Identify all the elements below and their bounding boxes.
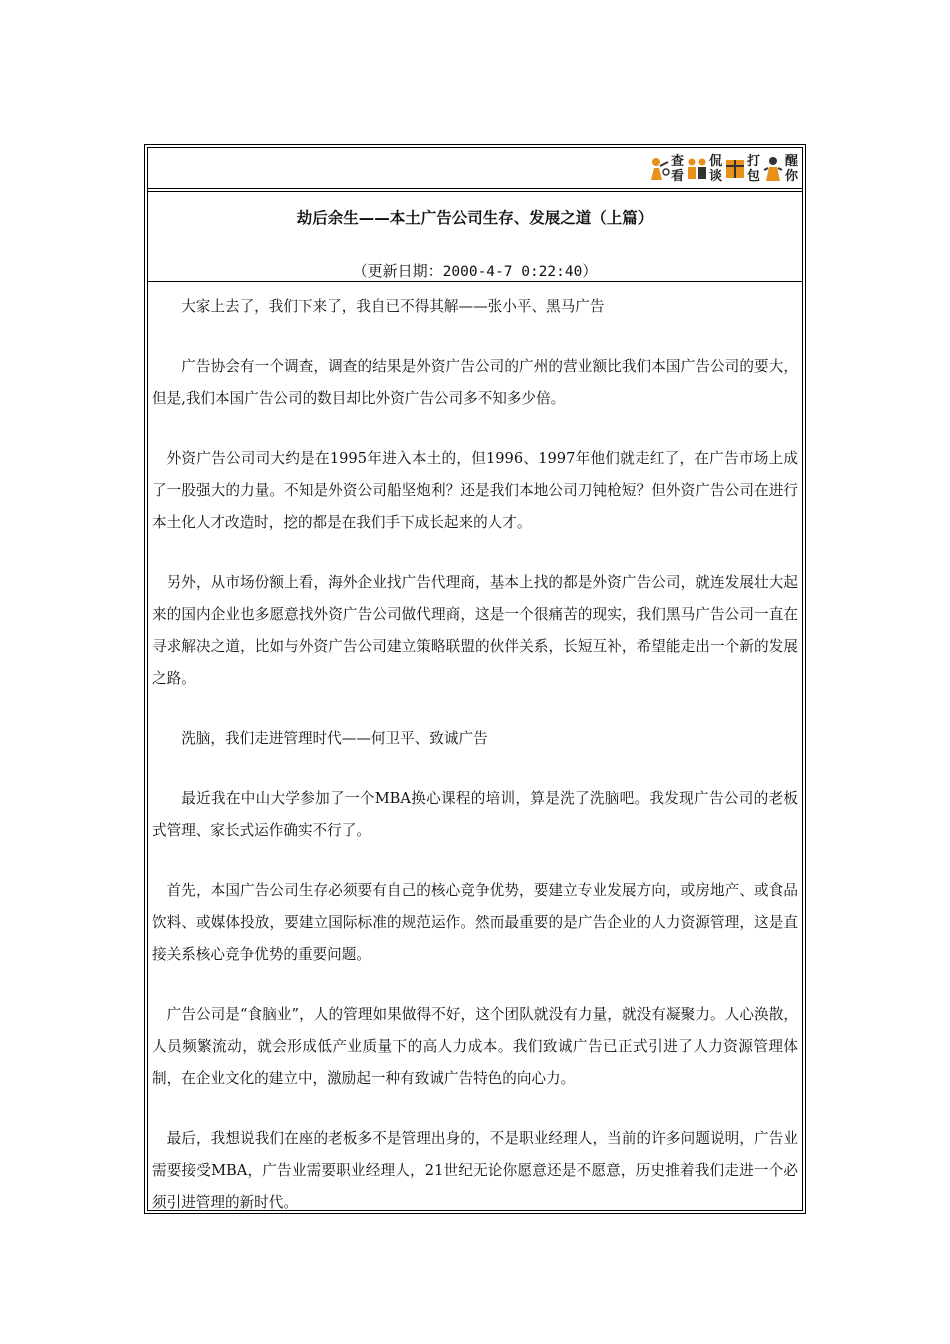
- article-inner-frame: [147, 147, 803, 1211]
- toolbar: [648, 151, 798, 187]
- pack-label-2: 包: [746, 169, 760, 184]
- chat-people-icon: [686, 154, 708, 184]
- remind-button[interactable]: [762, 154, 798, 184]
- heading-paragraph-1: 大家上去了，我们下来了，我自已不得其解——张小平、黑马广告: [181, 298, 605, 315]
- chat-label-2: 谈: [708, 169, 722, 184]
- view-label-1: 查: [670, 154, 684, 169]
- article-frame: [144, 144, 806, 1214]
- update-date: [148, 260, 802, 281]
- date-suffix: ）: [582, 262, 598, 280]
- chat-label-1: 侃: [708, 154, 722, 169]
- package-icon: [724, 154, 746, 184]
- article-body: [152, 291, 798, 1219]
- date-prefix: （更新日期：: [352, 262, 443, 280]
- view-button[interactable]: [648, 154, 684, 184]
- search-person-icon: [648, 154, 670, 184]
- paragraph: 广告公司是“食脑业”，人的管理如果做得不好，这个团队就没有力量，就没有凝聚力。人心涣散，人员频繁流动，就会形成低产业质量下的高人力成本。我们致诚广告已正式引进了人力资源管理体制，在企业文化的建立中，激励起一种有致诚广告特色的向心力。: [152, 1006, 798, 1087]
- view-label-2: 看: [670, 169, 684, 184]
- paragraph: 最近我在中山大学参加了一个MBA换心课程的培训，算是洗了洗脑吧。我发现广告公司的老板式管理、家长式运作确实不行了。: [152, 790, 798, 839]
- chat-button[interactable]: [686, 154, 722, 184]
- paragraph: 另外，从市场份额上看，海外企业找广告代理商，基本上找的都是外资广告公司，就连发展壮大起来的国内企业也多愿意找外资广告公司做代理商，这是一个很痛苦的现实，我们黑马广告公司一直在寻求解决之道，比如与外资广告公司建立策略联盟的伙伴关系，长短互补，希望能走出一个新的发展之路。: [152, 574, 798, 687]
- paragraph: 外资广告公司司大约是在1995年进入本土的，但1996、1997年他们就走红了，在广告市场上成了一股强大的力量。不知是外资公司船坚炮利？还是我们本地公司刀钝枪短？但外资广告公司在进行本土化人才改造时，挖的都是在我们手下成长起来的人才。: [152, 450, 798, 531]
- remind-label-2: 你: [784, 169, 798, 184]
- date-value: 2000-4-7 0:22:40: [442, 264, 583, 280]
- divider-top-double: [148, 191, 802, 192]
- paragraph: 最后，我想说我们在座的老板多不是管理出身的，不是职业经理人，当前的许多问题说明，广告业需要接受MBA，广告业需要职业经理人，21世纪无论你愿意还是不愿意，历史推着我们走进一个必须引进管理的新时代。: [152, 1130, 798, 1211]
- paragraph: 广告协会有一个调查，调查的结果是外资广告公司的广州的营业额比我们本国广告公司的要大，但是,我们本国广告公司的数目却比外资广告公司多不知多少倍。: [152, 358, 798, 407]
- remind-person-icon: [762, 154, 784, 184]
- divider-content: [148, 281, 802, 282]
- remind-label-1: 醒: [784, 154, 798, 169]
- paragraph: 首先，本国广告公司生存必须要有自己的核心竞争优势，要建立专业发展方向，或房地产、或食品饮料、或媒体投放，要建立国际标准的规范运作。然而最重要的是广告企业的人力资源管理，这是直接关系核心竞争优势的重要问题。: [152, 882, 798, 963]
- heading-paragraph-2: 洗脑，我们走进管理时代——何卫平、致诚广告: [181, 730, 488, 747]
- pack-label-1: 打: [746, 154, 760, 169]
- page-title: 劫后余生——本土广告公司生存、发展之道（上篇）: [296, 209, 654, 227]
- pack-button[interactable]: [724, 154, 760, 184]
- divider-top: [148, 188, 802, 189]
